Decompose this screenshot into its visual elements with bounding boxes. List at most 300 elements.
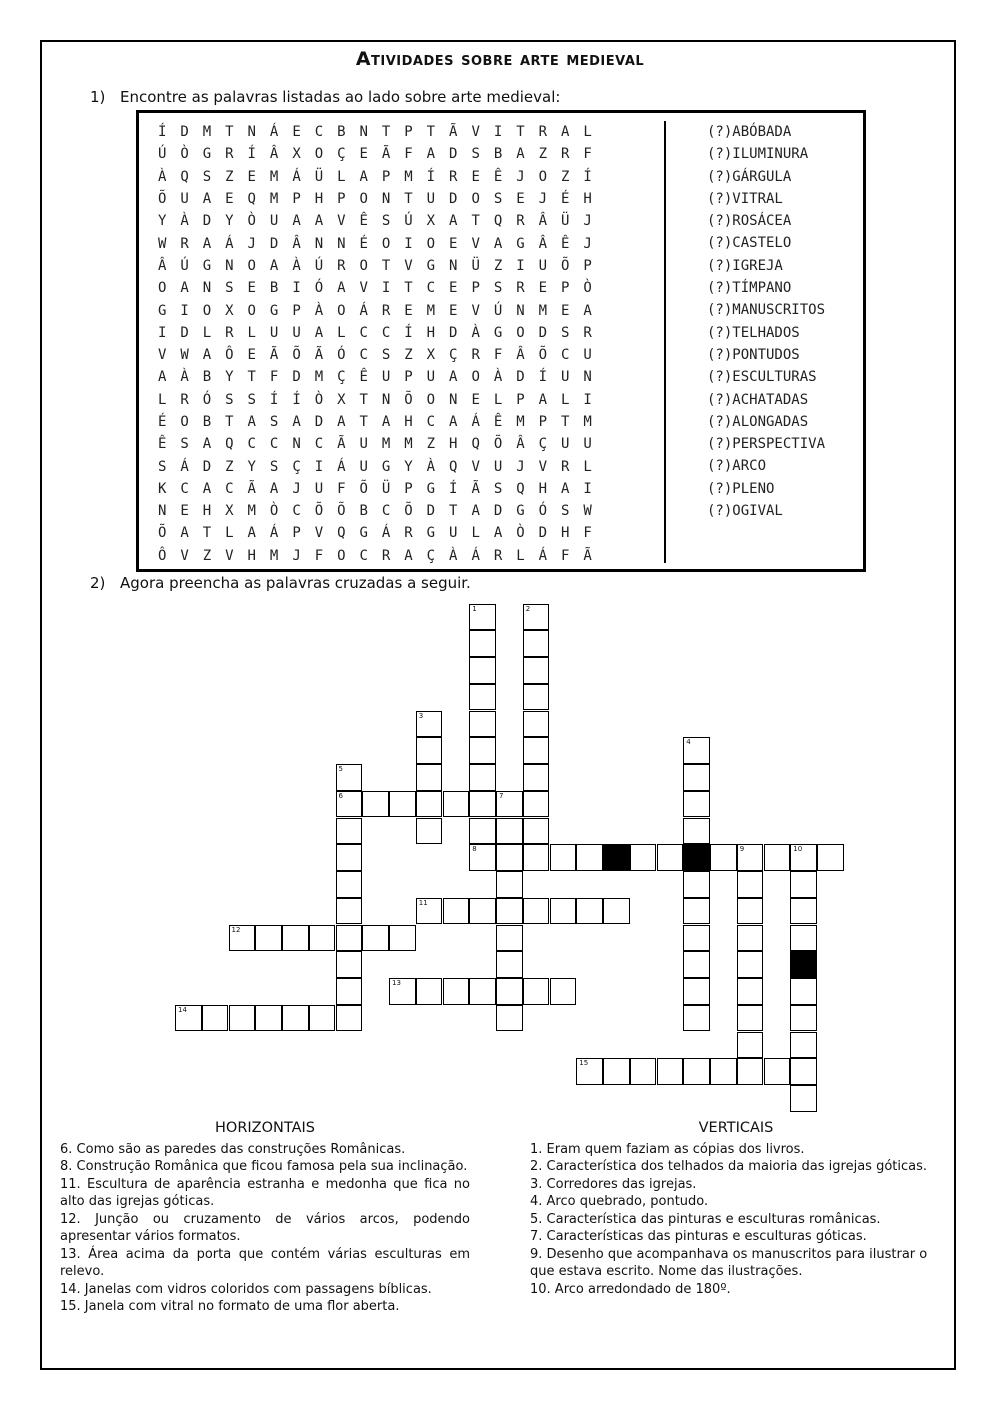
crossword-cell[interactable]: [737, 871, 764, 898]
word-search-letter[interactable]: F: [269, 369, 279, 386]
word-search-letter[interactable]: E: [561, 302, 570, 319]
word-search-letter[interactable]: A: [314, 213, 324, 230]
crossword-cell[interactable]: [576, 1058, 603, 1085]
word-search-letter[interactable]: Ó: [337, 347, 346, 364]
crossword-cell[interactable]: [336, 978, 363, 1005]
word-search-letter[interactable]: Ê: [493, 414, 503, 430]
crossword-cell[interactable]: [336, 871, 363, 898]
word-search-letter[interactable]: D: [202, 458, 212, 475]
crossword-cell[interactable]: [683, 791, 710, 818]
word-search-letter[interactable]: D: [202, 213, 212, 230]
word-search-letter[interactable]: À: [292, 257, 301, 274]
word-search-letter[interactable]: R: [225, 146, 234, 163]
word-search-letter[interactable]: P: [471, 280, 480, 297]
word-search-letter[interactable]: C: [180, 480, 189, 497]
word-search-letter[interactable]: D: [493, 503, 503, 520]
word-search-letter[interactable]: Õ: [561, 257, 570, 274]
word-search-letter[interactable]: V: [225, 547, 234, 564]
word-search-letter[interactable]: S: [471, 146, 480, 163]
word-search-letter[interactable]: Y: [157, 213, 167, 230]
word-search-letter[interactable]: C: [359, 347, 368, 364]
word-search-letter[interactable]: A: [292, 414, 301, 430]
crossword-cell[interactable]: [790, 978, 817, 1005]
word-search-letter[interactable]: S: [225, 391, 234, 408]
word-search-letter[interactable]: Ç: [292, 458, 301, 475]
word-search-letter[interactable]: Á: [180, 458, 189, 475]
crossword-cell[interactable]: [737, 925, 764, 952]
word-search-letter[interactable]: À: [493, 369, 503, 386]
word-search-letter[interactable]: Ç: [337, 146, 346, 163]
crossword-cell[interactable]: [523, 818, 550, 845]
word-search-letter[interactable]: A: [269, 257, 279, 274]
word-search-letter[interactable]: M: [269, 191, 279, 208]
crossword-cell[interactable]: [469, 630, 496, 657]
crossword-cell[interactable]: [523, 764, 550, 791]
word-search-letter[interactable]: I: [180, 302, 189, 319]
word-search-letter[interactable]: Q: [225, 436, 234, 453]
word-search-letter[interactable]: S: [561, 503, 570, 520]
word-search-letter[interactable]: N: [583, 369, 592, 386]
crossword-cell[interactable]: [790, 1032, 817, 1059]
word-search-letter[interactable]: À: [471, 324, 480, 341]
word-search-letter[interactable]: T: [471, 213, 480, 230]
word-search-letter[interactable]: F: [561, 547, 570, 564]
word-search-letter[interactable]: M: [269, 168, 279, 185]
word-search-letter[interactable]: C: [381, 324, 391, 341]
word-search-letter[interactable]: Ç: [538, 436, 548, 453]
crossword-cell[interactable]: [496, 844, 523, 871]
crossword-cell[interactable]: [469, 978, 496, 1005]
crossword-cell[interactable]: [496, 818, 523, 845]
crossword-cell[interactable]: [630, 1058, 657, 1085]
word-search-letter[interactable]: P: [292, 525, 301, 542]
word-search-letter[interactable]: J: [292, 480, 301, 497]
word-search-letter[interactable]: T: [404, 280, 413, 297]
word-search-letter[interactable]: L: [247, 324, 256, 341]
word-search-letter[interactable]: S: [269, 414, 279, 430]
crossword-cell[interactable]: [282, 1005, 309, 1032]
crossword-cell[interactable]: [790, 844, 817, 871]
word-search-letter[interactable]: L: [516, 547, 525, 564]
crossword-cell[interactable]: [737, 1058, 764, 1085]
word-search-letter[interactable]: A: [202, 235, 212, 252]
crossword-cell[interactable]: [790, 1085, 817, 1112]
crossword-cell[interactable]: [389, 925, 416, 952]
word-search-letter[interactable]: O: [426, 235, 436, 252]
word-search-letter[interactable]: R: [561, 458, 570, 475]
word-search-letter[interactable]: H: [202, 503, 212, 520]
word-search-letter[interactable]: M: [314, 369, 324, 386]
crossword-cell[interactable]: [443, 978, 470, 1005]
word-search-letter[interactable]: T: [225, 124, 234, 141]
word-search-letter[interactable]: E: [516, 191, 525, 208]
word-search-letter[interactable]: Ò: [269, 503, 279, 520]
crossword-cell[interactable]: [443, 898, 470, 925]
word-search-letter[interactable]: Y: [404, 458, 413, 475]
word-search-letter[interactable]: E: [247, 168, 256, 185]
word-search-letter[interactable]: U: [359, 436, 368, 453]
word-search-letter[interactable]: Q: [493, 213, 503, 230]
word-search-letter[interactable]: L: [561, 391, 570, 408]
word-search-letter[interactable]: Á: [225, 235, 234, 252]
word-search-letter[interactable]: I: [292, 280, 301, 297]
word-search-letter[interactable]: T: [381, 257, 391, 274]
word-search-letter[interactable]: N: [202, 280, 212, 297]
crossword-cell[interactable]: [523, 898, 550, 925]
word-search-letter[interactable]: Õ: [157, 525, 167, 542]
word-search-letter[interactable]: V: [314, 525, 324, 542]
word-search-letter[interactable]: Z: [538, 146, 548, 163]
crossword-cell[interactable]: [389, 791, 416, 818]
crossword-cell[interactable]: [255, 1005, 282, 1032]
word-search-letter[interactable]: Z: [202, 547, 212, 564]
word-search-letter[interactable]: U: [359, 458, 368, 475]
word-search-letter[interactable]: G: [516, 235, 525, 252]
word-search-letter[interactable]: M: [538, 302, 548, 319]
crossword-cell[interactable]: [469, 604, 496, 631]
word-search-letter[interactable]: O: [471, 369, 480, 386]
word-search-letter[interactable]: L: [337, 168, 346, 185]
word-search-letter[interactable]: À: [314, 302, 324, 319]
word-search-letter[interactable]: B: [337, 124, 346, 141]
crossword-cell[interactable]: [523, 978, 550, 1005]
word-search-letter[interactable]: T: [449, 503, 458, 520]
word-search-letter[interactable]: T: [359, 391, 368, 408]
word-search-letter[interactable]: Ü: [381, 480, 391, 497]
word-search-letter[interactable]: Õ: [404, 391, 413, 408]
word-search-letter[interactable]: U: [561, 369, 570, 386]
word-search-letter[interactable]: C: [359, 324, 368, 341]
word-search-letter[interactable]: D: [314, 414, 324, 430]
word-search-letter[interactable]: Â: [538, 235, 548, 252]
word-search-letter[interactable]: C: [247, 436, 256, 453]
word-search-letter[interactable]: S: [381, 347, 391, 364]
word-search-letter[interactable]: L: [202, 324, 212, 341]
crossword-cell[interactable]: [817, 844, 844, 871]
word-search-letter[interactable]: T: [561, 414, 570, 430]
word-search-letter[interactable]: G: [359, 525, 368, 542]
word-search-letter[interactable]: Ó: [538, 503, 548, 520]
word-search-letter[interactable]: R: [381, 547, 391, 564]
word-search-letter[interactable]: O: [538, 168, 548, 185]
word-search-letter[interactable]: L: [583, 458, 592, 475]
word-search-letter[interactable]: P: [538, 414, 548, 430]
word-search-letter[interactable]: Ã: [269, 347, 279, 364]
word-search-letter[interactable]: O: [426, 391, 436, 408]
word-search-letter[interactable]: N: [381, 191, 391, 208]
word-search-letter[interactable]: C: [269, 436, 279, 453]
word-search-letter[interactable]: Â: [516, 436, 525, 453]
word-search-letter[interactable]: Ê: [561, 235, 570, 252]
word-search-letter[interactable]: U: [180, 191, 189, 208]
word-search-letter[interactable]: A: [314, 324, 324, 341]
word-search-letter[interactable]: Í: [449, 480, 458, 497]
word-search-letter[interactable]: N: [292, 436, 301, 453]
word-search-letter[interactable]: V: [337, 213, 346, 230]
word-search-letter[interactable]: M: [247, 503, 256, 520]
word-search-letter[interactable]: R: [471, 347, 480, 364]
word-search-letter[interactable]: G: [381, 458, 391, 475]
word-search-letter[interactable]: V: [404, 257, 413, 274]
crossword-cell[interactable]: [523, 684, 550, 711]
word-search-letter[interactable]: Ê: [359, 213, 368, 230]
word-search-letter[interactable]: I: [404, 235, 413, 252]
word-search-letter[interactable]: X: [426, 347, 436, 364]
word-search-letter[interactable]: Õ: [337, 503, 346, 520]
word-search-letter[interactable]: R: [404, 525, 413, 542]
word-search-letter[interactable]: O: [157, 280, 167, 297]
crossword-cell[interactable]: [336, 898, 363, 925]
word-search-letter[interactable]: Q: [337, 525, 346, 542]
word-search-letter[interactable]: A: [516, 146, 525, 163]
word-search-letter[interactable]: À: [426, 458, 436, 475]
crossword-cell[interactable]: [576, 898, 603, 925]
crossword-cell[interactable]: [416, 898, 443, 925]
crossword-cell[interactable]: [630, 844, 657, 871]
word-search-letter[interactable]: A: [583, 302, 592, 319]
word-search-letter[interactable]: W: [583, 503, 592, 520]
word-search-letter[interactable]: Ê: [359, 369, 368, 386]
crossword-cell[interactable]: [469, 657, 496, 684]
word-search-letter[interactable]: D: [180, 124, 189, 141]
word-search-letter[interactable]: Ê: [157, 436, 167, 453]
word-search-letter[interactable]: S: [269, 458, 279, 475]
crossword-cell[interactable]: [523, 737, 550, 764]
word-search-letter[interactable]: G: [269, 302, 279, 319]
word-search-letter[interactable]: L: [225, 525, 234, 542]
word-search-letter[interactable]: P: [561, 280, 570, 297]
word-search-letter[interactable]: C: [314, 124, 324, 141]
word-search-letter[interactable]: D: [292, 369, 301, 386]
word-search-letter[interactable]: E: [247, 280, 256, 297]
word-search-letter[interactable]: J: [516, 458, 525, 475]
word-search-letter[interactable]: Ê: [493, 168, 503, 185]
word-search-letter[interactable]: G: [202, 257, 212, 274]
crossword-cell[interactable]: [282, 925, 309, 952]
crossword-cell[interactable]: [737, 951, 764, 978]
word-search-letter[interactable]: O: [516, 324, 525, 341]
word-search-letter[interactable]: A: [202, 436, 212, 453]
word-search-letter[interactable]: J: [292, 547, 301, 564]
word-search-letter[interactable]: G: [426, 257, 436, 274]
crossword-cell[interactable]: [683, 818, 710, 845]
word-search-letter[interactable]: Ò: [247, 213, 256, 230]
word-search-letter[interactable]: Á: [337, 458, 346, 475]
word-search-letter[interactable]: A: [202, 347, 212, 364]
word-search-letter[interactable]: N: [449, 257, 458, 274]
word-search-letter[interactable]: U: [561, 436, 570, 453]
crossword-cell[interactable]: [683, 951, 710, 978]
word-search-letter[interactable]: Õ: [157, 191, 167, 208]
word-search-letter[interactable]: F: [583, 525, 592, 542]
crossword-cell[interactable]: [657, 844, 684, 871]
crossword-cell[interactable]: [416, 711, 443, 738]
word-search-letter[interactable]: R: [180, 391, 189, 408]
word-search-letter[interactable]: U: [583, 347, 592, 364]
word-search-letter[interactable]: T: [247, 369, 256, 386]
word-search-letter[interactable]: D: [426, 503, 436, 520]
word-search-letter[interactable]: P: [583, 257, 592, 274]
word-search-letter[interactable]: T: [359, 414, 368, 430]
word-search-letter[interactable]: E: [359, 146, 368, 163]
crossword-cell[interactable]: [683, 1058, 710, 1085]
word-search-letter[interactable]: Q: [247, 191, 256, 208]
word-search-letter[interactable]: Í: [583, 168, 592, 185]
word-search-letter[interactable]: Ò: [516, 525, 525, 542]
word-search-letter[interactable]: O: [381, 235, 391, 252]
crossword-cell[interactable]: [550, 844, 577, 871]
crossword-cell[interactable]: [737, 898, 764, 925]
crossword-cell[interactable]: [683, 871, 710, 898]
word-search-letter[interactable]: M: [404, 436, 413, 453]
word-search-letter[interactable]: R: [583, 324, 592, 341]
word-search-letter[interactable]: U: [381, 369, 391, 386]
word-search-letter[interactable]: Ç: [449, 347, 458, 364]
word-search-letter[interactable]: C: [292, 503, 301, 520]
word-search-letter[interactable]: E: [180, 503, 189, 520]
word-search-letter[interactable]: H: [449, 436, 458, 453]
word-search-letter[interactable]: J: [247, 235, 256, 252]
crossword-cell[interactable]: [523, 657, 550, 684]
word-search-letter[interactable]: E: [404, 302, 413, 319]
word-search-letter[interactable]: Ú: [404, 213, 413, 230]
crossword-cell[interactable]: [683, 898, 710, 925]
word-search-letter[interactable]: G: [493, 324, 503, 341]
crossword-cell[interactable]: [790, 898, 817, 925]
word-search-letter[interactable]: Â: [516, 347, 525, 364]
word-search-letter[interactable]: Á: [471, 547, 480, 564]
crossword-cell[interactable]: [576, 844, 603, 871]
word-search-letter[interactable]: R: [516, 213, 525, 230]
crossword-cell[interactable]: [416, 737, 443, 764]
word-search-letter[interactable]: N: [337, 235, 346, 252]
word-search-letter[interactable]: W: [157, 235, 167, 252]
word-search-letter[interactable]: A: [449, 213, 458, 230]
crossword-cell[interactable]: [202, 1005, 229, 1032]
word-search-letter[interactable]: A: [269, 480, 279, 497]
word-search-letter[interactable]: I: [493, 124, 503, 141]
crossword-cell[interactable]: [336, 791, 363, 818]
crossword-cell[interactable]: [336, 818, 363, 845]
word-search-letter[interactable]: Í: [426, 168, 436, 185]
word-search-letter[interactable]: W: [180, 347, 189, 364]
word-search-letter[interactable]: H: [538, 480, 548, 497]
crossword-cell[interactable]: [469, 764, 496, 791]
word-search-letter[interactable]: F: [337, 480, 346, 497]
word-search-letter[interactable]: O: [202, 302, 212, 319]
word-search-letter[interactable]: F: [493, 347, 503, 364]
word-search-letter[interactable]: Í: [292, 391, 301, 408]
word-search-letter[interactable]: O: [180, 414, 189, 430]
crossword-cell[interactable]: [496, 898, 523, 925]
word-search-letter[interactable]: Ç: [337, 369, 346, 386]
word-search-letter[interactable]: V: [471, 124, 480, 141]
crossword-cell[interactable]: [683, 764, 710, 791]
word-search-letter[interactable]: N: [381, 391, 391, 408]
word-search-letter[interactable]: K: [157, 480, 167, 497]
word-search-letter[interactable]: S: [180, 436, 189, 453]
word-search-letter[interactable]: C: [314, 436, 324, 453]
crossword-cell[interactable]: [229, 1005, 256, 1032]
word-search-letter[interactable]: X: [225, 302, 234, 319]
crossword-cell[interactable]: [389, 978, 416, 1005]
crossword-cell[interactable]: [764, 1058, 791, 1085]
word-search-letter[interactable]: M: [381, 436, 391, 453]
word-search-letter[interactable]: R: [561, 146, 570, 163]
word-search-letter[interactable]: O: [337, 547, 346, 564]
word-search-letter[interactable]: Y: [247, 458, 256, 475]
word-search-letter[interactable]: A: [337, 414, 346, 430]
word-search-letter[interactable]: Í: [157, 124, 167, 141]
word-search-letter[interactable]: U: [269, 324, 279, 341]
word-search-letter[interactable]: Á: [359, 302, 368, 319]
word-search-letter[interactable]: S: [202, 168, 212, 185]
crossword-cell[interactable]: [496, 871, 523, 898]
word-search-letter[interactable]: A: [426, 146, 436, 163]
word-search-letter[interactable]: V: [471, 302, 480, 319]
crossword-cell[interactable]: [737, 844, 764, 871]
crossword-cell[interactable]: [496, 978, 523, 1005]
crossword-cell[interactable]: [336, 1005, 363, 1032]
word-search-letter[interactable]: M: [426, 302, 436, 319]
word-search-letter[interactable]: N: [449, 391, 458, 408]
word-search-letter[interactable]: A: [157, 369, 167, 386]
word-search-letter[interactable]: B: [359, 503, 368, 520]
word-search-letter[interactable]: C: [561, 347, 570, 364]
word-search-letter[interactable]: S: [493, 191, 503, 208]
word-search-letter[interactable]: A: [493, 525, 503, 542]
word-search-letter[interactable]: N: [157, 503, 167, 520]
word-search-letter[interactable]: T: [225, 414, 234, 430]
word-search-letter[interactable]: S: [247, 391, 256, 408]
word-search-letter[interactable]: Í: [404, 324, 413, 341]
crossword-cell[interactable]: [790, 925, 817, 952]
word-search-letter[interactable]: E: [449, 280, 458, 297]
crossword-cell[interactable]: [336, 951, 363, 978]
crossword-cell[interactable]: [683, 1005, 710, 1032]
crossword-cell[interactable]: [469, 684, 496, 711]
word-search-letter[interactable]: R: [449, 168, 458, 185]
word-search-letter[interactable]: E: [449, 302, 458, 319]
word-search-letter[interactable]: À: [449, 547, 458, 564]
word-search-letter[interactable]: A: [359, 168, 368, 185]
word-search-letter[interactable]: G: [426, 480, 436, 497]
word-search-letter[interactable]: A: [404, 547, 413, 564]
word-search-letter[interactable]: J: [516, 168, 525, 185]
word-search-letter[interactable]: L: [157, 391, 167, 408]
crossword-cell[interactable]: [496, 925, 523, 952]
crossword-cell[interactable]: [603, 1058, 630, 1085]
word-search-letter[interactable]: P: [516, 391, 525, 408]
word-search-letter[interactable]: H: [247, 547, 256, 564]
word-search-letter[interactable]: O: [314, 146, 324, 163]
word-search-letter[interactable]: H: [561, 525, 570, 542]
word-search-letter[interactable]: T: [202, 525, 212, 542]
word-search-letter[interactable]: A: [493, 235, 503, 252]
word-search-letter[interactable]: S: [157, 458, 167, 475]
word-search-letter[interactable]: Í: [247, 146, 256, 163]
word-search-letter[interactable]: R: [538, 124, 548, 141]
word-search-letter[interactable]: P: [292, 191, 301, 208]
crossword-cell[interactable]: [469, 711, 496, 738]
word-search-letter[interactable]: Z: [225, 168, 234, 185]
crossword-cell[interactable]: [790, 1058, 817, 1085]
word-search-letter[interactable]: Z: [426, 436, 436, 453]
word-search-letter[interactable]: L: [471, 525, 480, 542]
word-search-letter[interactable]: Ã: [583, 547, 592, 564]
word-search-letter[interactable]: Õ: [404, 503, 413, 520]
word-search-letter[interactable]: O: [359, 191, 368, 208]
